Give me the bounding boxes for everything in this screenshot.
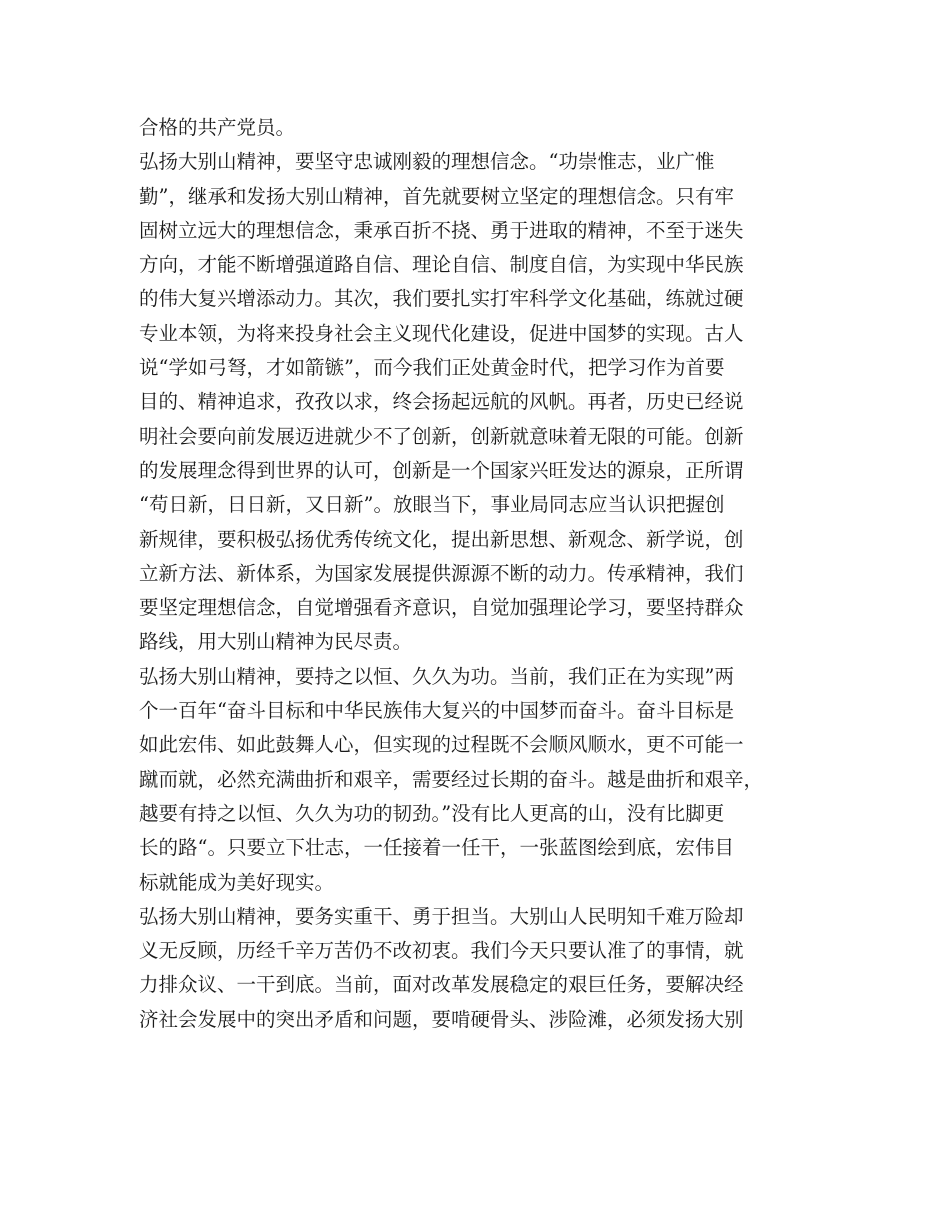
text-line: “苟日新，日日新，又日新”。放眼当下，事业局同志应当认识把握创 xyxy=(139,493,725,517)
text-line: 新规律，要积极弘扬优秀传统文化，提出新思想、新观念、新学说，创 xyxy=(139,527,744,551)
text-line: 标就能成为美好现实。 xyxy=(139,870,335,894)
text-line: 蹴而就，必然充满曲折和艰辛，需要经过长期的奋斗。越是曲折和艰辛， xyxy=(139,767,764,791)
text-line: 长的路“。只要立下壮志，一任接着一任干，一张蓝图绘到底，宏伟目 xyxy=(139,836,734,860)
text-line: 越要有持之以恒、久久为功的韧劲。”没有比人更高的山，没有比脚更 xyxy=(139,801,725,825)
text-line: 的发展理念得到世界的认可，创新是一个国家兴旺发达的源泉，正所谓 xyxy=(139,458,744,482)
text-line: 个一百年“奋斗目标和中华民族伟大复兴的中国梦而奋斗。奋斗目标是 xyxy=(139,699,734,723)
text-line: 力排众议、一干到底。当前，面对改革发展稳定的艰巨任务，要解决经 xyxy=(139,973,744,997)
text-line: 固树立远大的理想信念，秉承百折不挠、勇于进取的精神，不至于迷失 xyxy=(139,218,744,242)
text-line: 弘扬大别山精神，要务实重干、勇于担当。大别山人民明知千难万险却 xyxy=(139,904,744,928)
text-line: 济社会发展中的突出矛盾和问题，要啃硬骨头、涉险滩，必须发扬大别 xyxy=(139,1007,744,1031)
text-line: 勤”，继承和发扬大别山精神，首先就要树立坚定的理想信念。只有牢 xyxy=(139,184,734,208)
document-body xyxy=(139,111,824,1037)
text-line: 弘扬大别山精神，要持之以恒、久久为功。当前，我们正在为实现”两 xyxy=(139,664,734,688)
text-line: 的伟大复兴增添动力。其次，我们要扎实打牢科学文化基础，练就过硬 xyxy=(139,287,744,311)
text-line: 说“学如弓弩，才如箭镞”，而今我们正处黄金时代，把学习作为首要 xyxy=(139,356,725,380)
text-line: 立新方法、新体系，为国家发展提供源源不断的动力。传承精神，我们 xyxy=(139,561,744,585)
text-line: 合格的共产党员。 xyxy=(139,116,296,139)
text-line: 明社会要向前发展迈进就少不了创新，创新就意味着无限的可能。创新 xyxy=(139,424,744,448)
text-line: 方向，才能不断增强道路自信、理论自信、制度自信，为实现中华民族 xyxy=(139,253,744,277)
text-line: 专业本领，为将来投身社会主义现代化建设，促进中国梦的实现。古人 xyxy=(139,321,744,345)
text-line: 弘扬大别山精神，要坚守忠诚刚毅的理想信念。“功崇惟志，业广惟 xyxy=(139,150,715,174)
text-line: 要坚定理想信念，自觉增强看齐意识，自觉加强理论学习，要坚持群众 xyxy=(139,596,744,620)
text-line: 如此宏伟、如此鼓舞人心，但实现的过程既不会顺风顺水，更不可能一 xyxy=(139,733,744,757)
text-line: 义无反顾，历经千辛万苦仍不改初衷。我们今天只要认准了的事情，就 xyxy=(139,939,744,963)
text-line: 目的、精神追求，孜孜以求，终会扬起远航的风帆。再者，历史已经说 xyxy=(139,390,744,414)
text-line: 路线，用大别山精神为民尽责。 xyxy=(139,630,413,654)
